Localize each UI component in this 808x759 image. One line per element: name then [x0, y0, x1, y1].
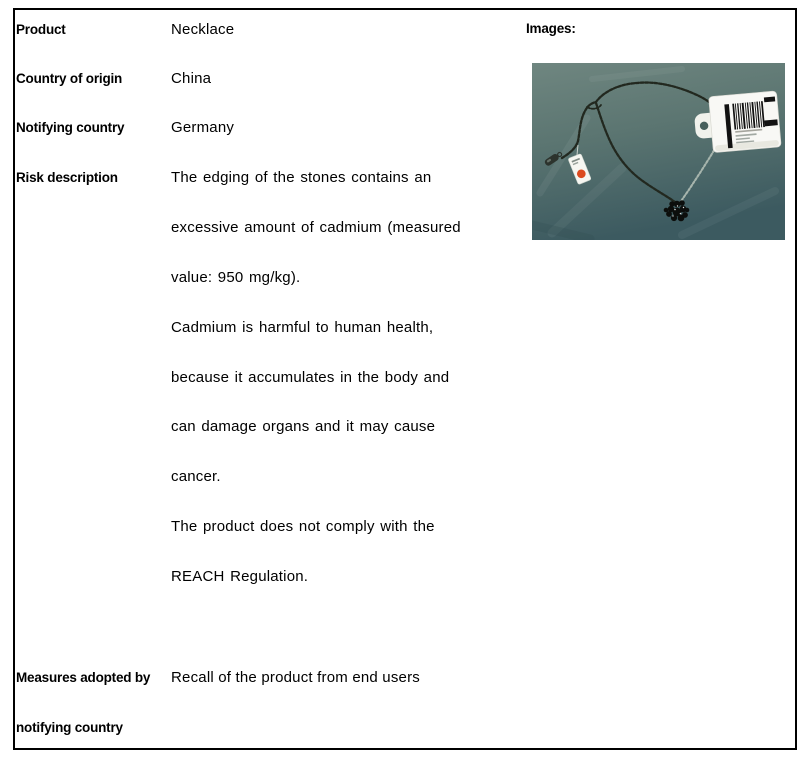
field-value-country-of-origin: China	[171, 70, 212, 87]
risk-description-line: value: 950 mg/kg).	[171, 268, 301, 286]
field-value-measures: Recall of the product from end users	[171, 669, 420, 686]
risk-description-line: The product does not comply with the	[171, 518, 435, 536]
field-label-risk-description: Risk description	[16, 170, 118, 185]
field-value-notifying-country: Germany	[171, 119, 235, 136]
field-value-product: Necklace	[171, 21, 235, 38]
risk-description-line: cancer.	[171, 468, 221, 486]
necklace-photo-graphic	[532, 63, 785, 240]
field-label-country-of-origin: Country of origin	[16, 71, 123, 86]
risk-description-line: excessive amount of cadmium (measured	[171, 218, 461, 236]
risk-description-line: Cadmium is harmful to human health,	[171, 318, 434, 336]
field-label-measures-line-2: notifying country	[16, 720, 123, 735]
field-label-measures-line-1: Measures adopted by	[16, 670, 151, 685]
product-photo	[532, 63, 785, 240]
risk-description-line: The edging of the stones contains an	[171, 169, 432, 186]
risk-description-line: REACH Regulation.	[171, 568, 309, 586]
field-label-product: Product	[16, 22, 66, 37]
risk-description-line: can damage organs and it may cause	[171, 418, 436, 436]
images-heading: Images:	[526, 21, 576, 36]
field-value-risk-description	[171, 169, 471, 618]
risk-description-line: because it accumulates in the body and	[171, 368, 450, 386]
field-label-notifying-country: Notifying country	[16, 120, 125, 135]
